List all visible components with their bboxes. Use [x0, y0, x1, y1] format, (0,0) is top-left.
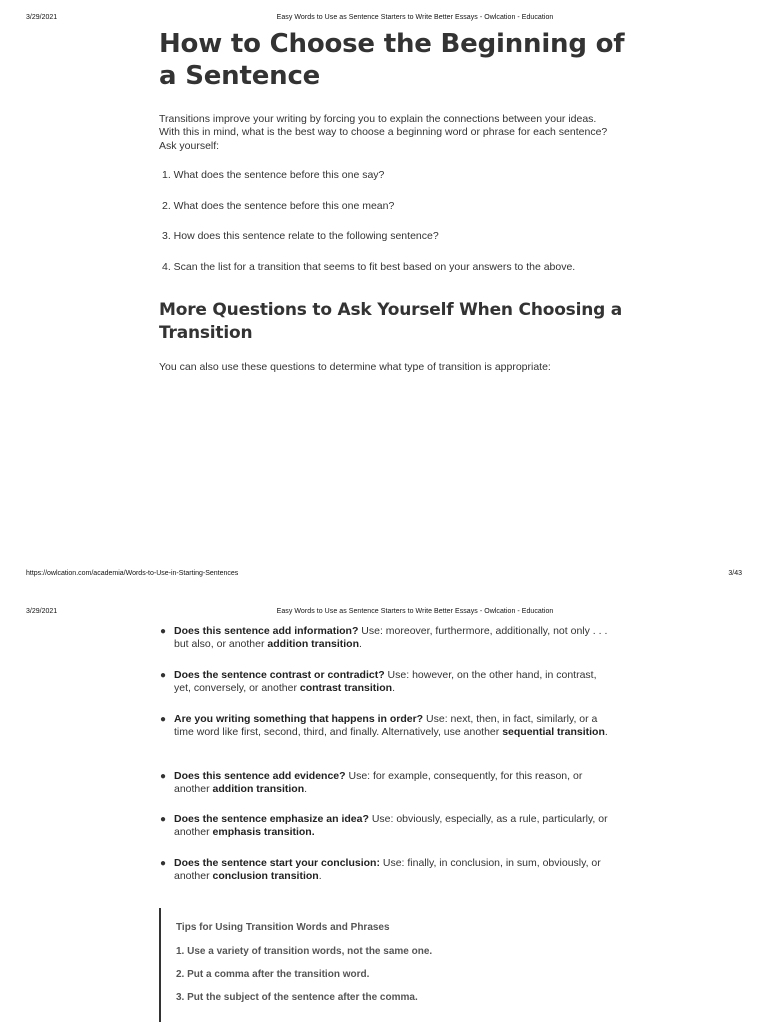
tip-item: 2. Put a comma after the transition word.	[176, 969, 370, 980]
list-item	[159, 770, 614, 796]
punctuation: .	[304, 783, 308, 796]
list-item	[159, 857, 614, 883]
question-text: Are you writing something that happens in order?	[174, 713, 424, 725]
punctuation: .	[318, 870, 322, 883]
list-item	[159, 625, 614, 651]
transition-type: contrast transition	[299, 682, 393, 695]
bullet-icon: ●	[160, 771, 167, 782]
answer-text: Use: moreover, furthermore, additionally, not only . . . but also, or another	[174, 625, 608, 651]
print-page-title: Easy Words to Use as Sentence Starters to Write Better Essays - Owlcation - Education	[276, 608, 554, 615]
print-page-title: Easy Words to Use as Sentence Starters to Write Better Essays - Owlcation - Education	[276, 14, 554, 21]
punctuation: .	[358, 638, 362, 651]
page-number: 3/43	[728, 570, 742, 577]
bullet-icon: ●	[160, 626, 167, 637]
section-intro: You can also use these questions to determine what type of transition is appropriate:	[159, 361, 551, 373]
tips-callout	[159, 908, 459, 1022]
transition-type: sequential transition	[502, 726, 605, 739]
steps-list	[159, 169, 619, 292]
transition-type: emphasis transition.	[212, 826, 315, 839]
section-heading: More Questions to Ask Yourself When Choosing a Transition	[159, 300, 623, 343]
answer-text: Use: obviously, especially, as a rule, particularly, or another	[174, 813, 608, 839]
list-item	[159, 813, 614, 839]
answer-text: Use: for example, consequently, for this reason, or another	[174, 770, 583, 796]
list-item: 2. What does the sentence before this one mean?	[162, 199, 395, 212]
bullet-icon: ●	[160, 670, 167, 681]
question-text: Does this sentence add evidence?	[174, 770, 346, 782]
transition-type: addition transition	[267, 638, 359, 651]
tips-title: Tips for Using Transition Words and Phrases	[176, 922, 390, 933]
print-date: 3/29/2021	[26, 14, 58, 21]
bullet-icon: ●	[160, 858, 167, 869]
print-footer	[0, 570, 768, 584]
print-date: 3/29/2021	[26, 608, 58, 615]
tip-item: 1. Use a variety of transition words, not the same one.	[176, 946, 433, 957]
question-text: Does this sentence add information?	[174, 625, 359, 637]
intro-paragraph: Transitions improve your writing by forcing you to explain the connections between your ideas. With this in mind, what is the best way to choose a beginning word or phrase for each sentence? Ask yourself:	[159, 113, 608, 152]
list-item	[159, 713, 614, 739]
bullet-icon: ●	[160, 814, 167, 825]
transition-type: conclusion transition	[212, 870, 319, 883]
article-title: How to Choose the Beginning of a Sentence	[159, 29, 625, 91]
print-header	[0, 608, 768, 622]
list-item: 4. Scan the list for a transition that seems to fit best based on your answers to the above.	[162, 261, 576, 274]
punctuation: .	[392, 682, 395, 695]
question-text: Does the sentence emphasize an idea?	[174, 813, 369, 825]
print-header	[0, 14, 768, 28]
list-item	[159, 669, 614, 695]
bullet-icon: ●	[160, 714, 167, 725]
answer-text: Use: finally, in conclusion, in sum, obviously, or another	[174, 857, 601, 883]
transition-type: addition transition	[212, 783, 305, 796]
punctuation: .	[604, 726, 608, 739]
list-item: 1. What does the sentence before this one say?	[162, 169, 385, 181]
question-text: Does the sentence contrast or contradict?	[174, 669, 385, 681]
question-text: Does the sentence start your conclusion:	[174, 857, 380, 869]
answer-text: Use: next, then, in fact, similarly, or a time word like first, second, third, and finally. Alternatively, use another	[174, 713, 598, 739]
tip-item: 3. Put the subject of the sentence after the comma.	[176, 992, 418, 1003]
print-url: https://owlcation.com/academia/Words-to-Use-in-Starting-Sentences	[26, 570, 239, 577]
list-item: 3. How does this sentence relate to the following sentence?	[162, 230, 439, 243]
answer-text: Use: however, on the other hand, in contrast, yet, conversely, or another	[174, 669, 597, 695]
